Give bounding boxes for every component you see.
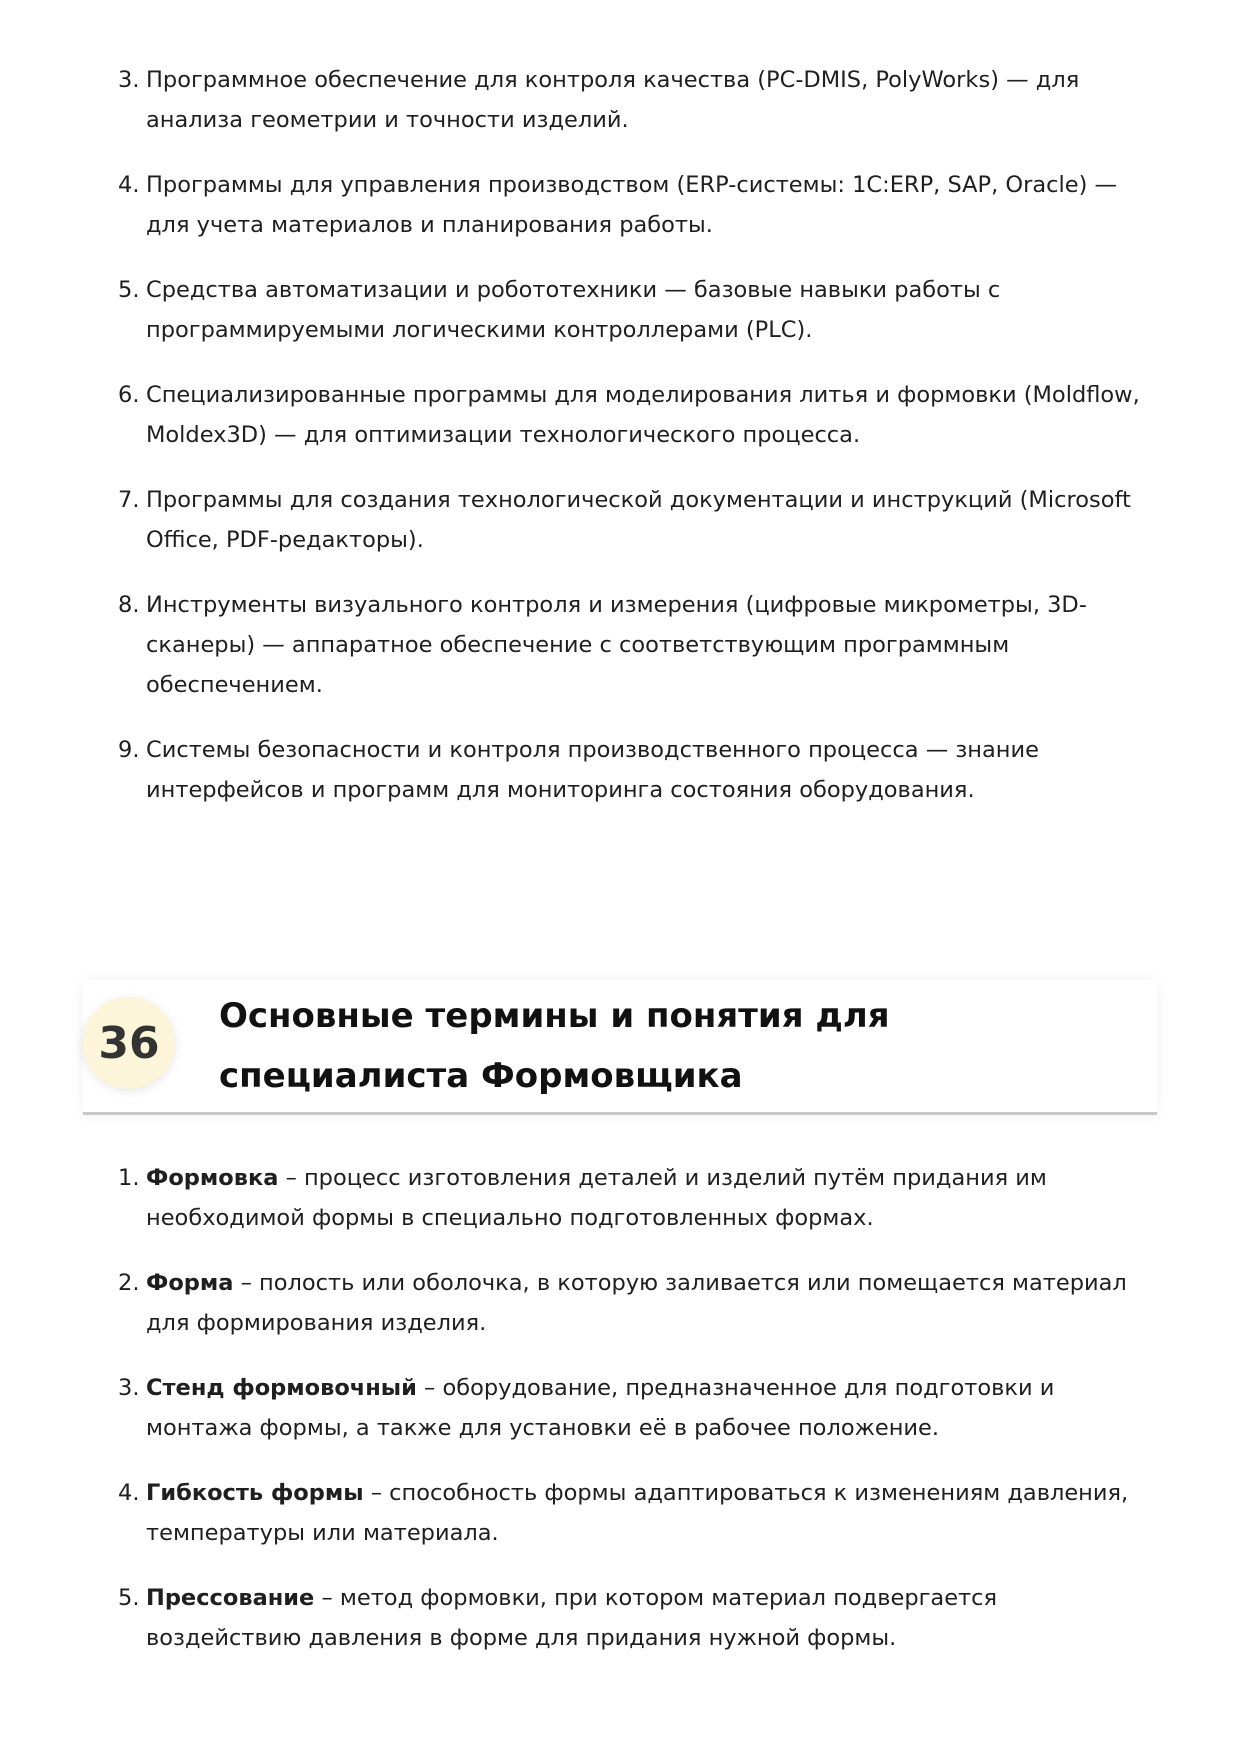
list-item-text: Специализированные программы для моделирования литья и формовки (Moldflow, Moldex3D) — для оптимизации технологического процесса. [146,382,1140,448]
list-item [118,1368,1158,1448]
list-item-number: 5. [118,277,140,303]
list-item [118,60,1158,140]
term-definition: – оборудование, предназначенное для подготовки и монтажа формы, а также для установки её в рабочее положение. [146,1375,1055,1441]
terms-list [118,1158,1158,1683]
list-item-text: Инструменты визуального контроля и измерения (цифровые микрометры, 3D-сканеры) — аппаратное обеспечение с соответствующим программным обеспечением. [146,592,1087,698]
list-item [118,480,1158,560]
section-number-badge: 36 [83,997,175,1089]
list-item [118,270,1158,350]
list-item-number: 6. [118,382,140,408]
list-item [118,165,1158,245]
term-name: Формовка [146,1165,279,1191]
list-item-number: 2. [118,1270,140,1296]
list-item-text: Средства автоматизации и робототехники — базовые навыки работы с программируемыми логическими контроллерами (PLC). [146,277,1001,343]
term-name: Стенд формовочный [146,1375,417,1401]
term-name: Прессование [146,1585,315,1611]
list-item-number: 5. [118,1585,140,1611]
section-header [83,980,1157,1115]
list-item-text: Программы для управления производством (ERP-системы: 1C:ERP, SAP, Oracle) — для учета материалов и планирования работы. [146,172,1118,238]
list-item-number: 3. [118,1375,140,1401]
term-name: Гибкость формы [146,1480,364,1506]
list-item [118,1158,1158,1238]
list-item-number: 9. [118,737,140,763]
list-item [118,730,1158,810]
section-title: Основные термины и понятия для специалиста Формовщика [219,996,890,1096]
list-item-number: 4. [118,172,140,198]
term-definition: – процесс изготовления деталей и изделий путём придания им необходимой формы в специально подготовленных формах. [146,1165,1047,1231]
term-name: Форма [146,1270,234,1296]
list-item [118,375,1158,455]
list-item-text: Программное обеспечение для контроля качества (PC-DMIS, PolyWorks) — для анализа геометрии и точности изделий. [146,67,1080,133]
list-item-number: 1. [118,1165,140,1191]
list-item [118,1263,1158,1343]
list-item [118,1578,1158,1658]
software-list [118,60,1158,835]
list-item-number: 8. [118,592,140,618]
term-definition: – метод формовки, при котором материал подвергается воздействию давления в форме для придания нужной формы. [146,1585,998,1651]
list-item-text: Программы для создания технологической документации и инструкций (Microsoft Office, PDF-редакторы). [146,487,1131,553]
list-item-number: 7. [118,487,140,513]
term-definition: – способность формы адаптироваться к изменениям давления, температуры или материала. [146,1480,1129,1546]
term-definition: – полость или оболочка, в которую заливается или помещается материал для формирования изделия. [146,1270,1127,1336]
list-item [118,585,1158,705]
list-item-number: 3. [118,67,140,93]
list-item-number: 4. [118,1480,140,1506]
list-item [118,1473,1158,1553]
list-item-text: Системы безопасности и контроля производственного процесса — знание интерфейсов и программ для мониторинга состояния оборудования. [146,737,1039,803]
